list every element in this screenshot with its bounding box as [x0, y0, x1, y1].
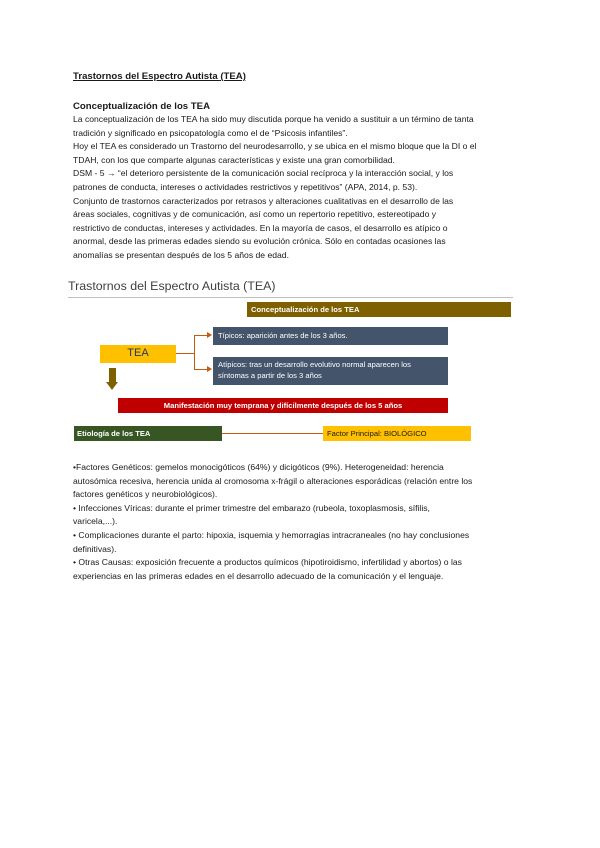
atypical-line: síntomas a partir de los 3 años — [218, 370, 322, 380]
factor-box: Factor Principal: BIOLÓGICO — [323, 426, 471, 441]
bullet-line: factores genéticos y neurobiológicos). — [73, 489, 218, 500]
section-heading: Conceptualización de los TEA — [73, 101, 210, 112]
document-body — [73, 70, 533, 263]
bullet-item — [73, 529, 533, 556]
bullet-line: autosómica recesiva, herencia unida al cromosoma x-frágil o alteraciones esporádicas (relación entre los — [73, 475, 473, 486]
arrow-down-icon — [106, 382, 118, 390]
connector-line — [222, 433, 323, 434]
typical-box: Típicos: aparición antes de los 3 años. — [213, 327, 448, 345]
bullet-line: experiencias en las primeras edades en el desarrollo adecuado de la comunicación y el lenguaje. — [73, 570, 444, 581]
etiology-bullets — [73, 461, 533, 583]
tea-box: TEA — [100, 345, 176, 363]
bullet-line: • Infecciones Víricas: durante el primer trimestre del embarazo (rubeola, toxoplasmosis, sífilis, — [73, 502, 430, 513]
connector-line — [194, 335, 195, 370]
paragraph-line: La conceptualización de los TEA ha sido muy discutida porque ha venido a sustituir a un término de tanta — [73, 114, 474, 124]
connector-line — [176, 353, 194, 354]
bullet-item — [73, 461, 533, 502]
section-paragraph — [73, 113, 533, 263]
bullet-line: • Otras Causas: exposición frecuente a productos químicos (hipotiroidismo, infertilidad y abortos) o las — [73, 557, 462, 568]
paragraph-line: TDAH, con los que comparte algunas características y existe una gran comorbilidad. — [73, 154, 395, 165]
bullet-line: definitivas). — [73, 543, 117, 554]
atypical-line: Atípicos: tras un desarrollo evolutivo normal aparecen los — [218, 360, 411, 369]
arrow-right-icon — [207, 366, 212, 372]
connector-line — [194, 369, 208, 370]
atypical-box — [213, 357, 448, 385]
paragraph-line: tradición y significado en psicopatología como el de “Psicosis infantiles”. — [73, 127, 348, 138]
document-title: Trastornos del Espectro Autista (TEA) — [73, 71, 246, 82]
connector-line — [194, 335, 208, 336]
bullet-item — [73, 502, 533, 529]
paragraph-line: anomalías se presentan después de los 5 años de edad. — [73, 249, 289, 260]
bullet-line: •Factores Genéticos: gemelos monocigóticos (64%) y dicigóticos (9%). Heterogeneidad: herencia — [73, 462, 444, 472]
paragraph-line: Hoy el TEA es considerado un Trastorno del neurodesarrollo, y se ubica en el mismo bloque que la DI o el — [73, 141, 477, 152]
diagram-title-rule — [68, 297, 513, 298]
bullet-line: varicela,...). — [73, 516, 118, 527]
concept-label-box: Conceptualización de los TEA — [247, 302, 511, 317]
paragraph-line: DSM - 5 → “el deterioro persistente de la comunicación social recíproca y la interacción social, y los — [73, 168, 454, 179]
arrow-right-icon — [207, 332, 212, 338]
paragraph-line: anormal, desde las primeras edades siendo su evolución crónica. Sólo en contadas ocasiones las — [73, 236, 446, 247]
paragraph-line: patrones de conducta, intereses o actividades restrictivos y repetitivos” (APA, 2014, p. 53). — [73, 181, 418, 192]
manifestation-box: Manifestación muy temprana y difícilmente después de los 5 años — [118, 398, 448, 413]
bullet-item — [73, 556, 533, 583]
paragraph-line: Conjunto de trastornos caracterizados por retrasos y alteraciones cualitativas en el desarrollo de las — [73, 195, 454, 206]
bullet-line: • Complicaciones durante el parto: hipoxia, isquemia y hemorragias intracraneales (no hay conclusiones — [73, 529, 470, 540]
paragraph-line: restrictivo de conductas, intereses y actividades. En la mayoría de casos, el desarrollo es atípico o — [73, 222, 448, 233]
paragraph-line: áreas sociales, cognitivas y de comunicación, así como un repertorio repetitivo, estereotipado y — [73, 209, 437, 220]
arrow-down-shaft — [109, 368, 116, 382]
diagram-title: Trastornos del Espectro Autista (TEA) — [68, 279, 276, 293]
etiology-box: Etiología de los TEA — [74, 426, 222, 441]
